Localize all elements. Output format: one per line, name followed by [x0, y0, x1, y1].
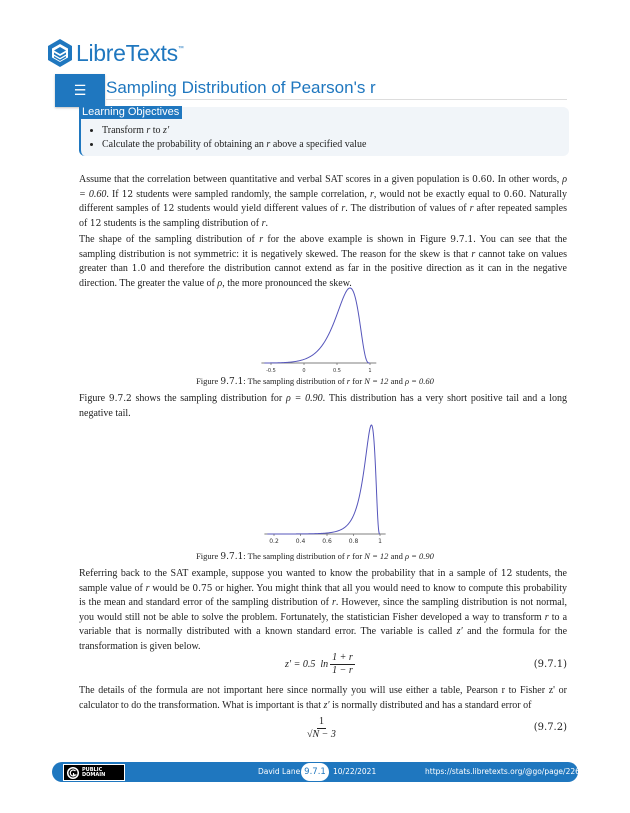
- libretexts-logo-icon: [46, 38, 74, 68]
- x-tick-label: 0.2: [269, 538, 279, 545]
- page-title: Sampling Distribution of Pearson's r: [106, 78, 376, 97]
- learning-objectives-list: [90, 124, 366, 152]
- public-domain-label: PUBLIC DOMAIN: [82, 766, 106, 778]
- math-r: r: [146, 125, 151, 136]
- objective-text: to: [150, 125, 164, 136]
- objective-text: Transform: [102, 125, 147, 136]
- paragraph-3: Figure 9.7.2 shows the sampling distribution for ρ = 0.90. This distribution has a very short positive tail and a long negative tail.: [79, 393, 567, 419]
- x-tick-label: 0: [302, 368, 306, 374]
- fraction-numerator: 1: [318, 716, 324, 727]
- title-divider: [106, 99, 567, 100]
- objective-text: Calculate the probability of obtaining an: [102, 139, 267, 150]
- objective-text: above a specified value: [270, 139, 367, 150]
- equation-lhs: z′ = 0.5 ln: [285, 659, 329, 670]
- paragraph-2: The shape of the sampling distribution of r for the above example is shown in Figure 9.7.1. You can see that the sampling distribution is not symmetric: it is negatively skewed. The reason for the skew is that r cannot take on values greater than 1.0 and therefore the distribution cannot extend as far in the positive direction as it can in the negative direction. The greater the value of ρ, the more pronounced the skew.: [79, 234, 567, 289]
- paragraph-1: Assume that the correlation between quantitative and verbal SAT scores in a given population is 0.60. In other words, ρ = 0.60. If 12 students were sampled randomly, the sample correlation, r, would not be exactly equal to 0.60. Naturally different samples of 12 students would yield different values of r. The distribution of values of r after repeated samples of 12 students is the sampling distribution of r.: [79, 174, 567, 229]
- equation-standard-error: [303, 716, 340, 741]
- x-tick-label: 0.6: [322, 538, 332, 545]
- x-tick-label: -0.5: [266, 368, 276, 374]
- public-domain-icon: [66, 766, 80, 780]
- fraction-denominator: √N − 3: [307, 729, 336, 740]
- x-tick-label: 1: [378, 538, 382, 545]
- figure-ref[interactable]: 9.7.2: [108, 394, 132, 404]
- fraction-numerator: 1 + r: [332, 652, 353, 663]
- equation-number-1: (9.7.1): [533, 659, 567, 670]
- sampling-distribution-chart-rho-090: [255, 420, 390, 545]
- fraction-denominator: 1 − r: [332, 665, 353, 676]
- footer-url[interactable]: https://stats.libretexts.org/@go/page/2268: [425, 767, 585, 776]
- hamburger-icon: ☰: [73, 82, 87, 99]
- density-curve: [267, 425, 380, 534]
- objective-item: [102, 138, 366, 152]
- footer-author: David Lane: [258, 767, 301, 776]
- x-tick-label: 1: [368, 368, 372, 374]
- brand-name: LibreTexts: [76, 39, 178, 66]
- sampling-distribution-chart-rho-060: [255, 280, 390, 375]
- paragraph-5: The details of the formula are not important here since normally you will use either a table, Pearson r to Fisher z' or calculator to do the transformation. What is important is that z′ is normally distributed and has a standard error of: [79, 685, 567, 711]
- math-r: r: [266, 139, 271, 150]
- brand-tm: ™: [177, 45, 184, 52]
- x-tick-label: 0.4: [295, 538, 306, 545]
- footer-date: 10/22/2021: [333, 767, 377, 776]
- figure-2-caption: Figure 9.7.1: The sampling distribution of r for N = 12 and ρ = 0.90: [196, 551, 434, 562]
- public-domain-badge[interactable]: [63, 764, 125, 781]
- logo-wordmark: [76, 40, 184, 67]
- libretexts-logo[interactable]: [46, 38, 184, 68]
- figure-1-caption: Figure 9.7.1: The sampling distribution of r for N = 12 and ρ = 0.60: [196, 376, 434, 387]
- equation-fraction: [305, 716, 338, 741]
- equation-fisher-z: [285, 652, 357, 677]
- footer-page-number: 9.7.1: [301, 763, 329, 781]
- density-curve: [264, 288, 370, 363]
- equation-number-2: (9.7.2): [533, 722, 567, 733]
- paragraph-4: Referring back to the SAT example, suppose you wanted to know the probability that in a sample of 12 students, the sample value of r would be 0.75 or higher. You might think that all you would need to know to compute this probability is the mean and standard error of the sampling distribution of r. However, since the sampling distribution is not normal, you would still not be able to solve the problem. Fortunately, the statistician Fisher developed a way to transform r to a variable that is normally distributed with a known standard error. The variable is called z′ and the formula for the transformation is given below.: [79, 568, 568, 652]
- math-z-prime: z′: [163, 125, 170, 136]
- x-tick-label: 0.8: [348, 538, 359, 545]
- figure-ref[interactable]: 9.7.1: [450, 235, 474, 245]
- equation-fraction: [330, 652, 355, 677]
- objective-item: [102, 124, 366, 138]
- learning-objectives-label: Learning Objectives: [79, 106, 182, 119]
- x-tick-label: 0.5: [333, 368, 341, 374]
- menu-button[interactable]: [55, 74, 105, 107]
